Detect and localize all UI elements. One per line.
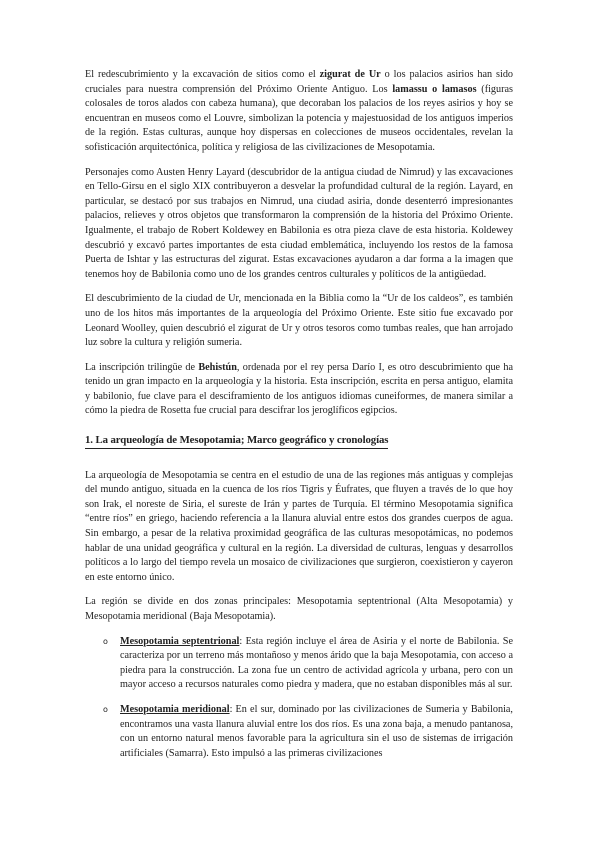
paragraph-regions: La región se divide en dos zonas principales: Mesopotamia septentrional (Alta Mesopotamia) y Mesopotamia meridional (Baja Mesopotamia). bbox=[85, 596, 513, 622]
paragraph-layard: Personajes como Austen Henry Layard (descubridor de la antigua ciudad de Nimrud) y las excavaciones en Tello-Girsu en el siglo XIX contribuyeron a desvelar la profundidad cultural de la región. Layard, en particular, se destacó por sus trabajos en Nimrud, una ciudad asiria, donde desenterró impresionantes palacios, relieves y otros objetos que transformaron la comprensión de la historia del Próximo Oriente. Igualmente, el trabajo de Robert Koldewey en Babilonia es otra pieza clave de esta historia. Koldewey descubrió y excavó partes importantes de esta ciudad emblemática, incluyendo los restos de la famosa Puerta de Ishtar y las estructuras del zigurat. Estas excavaciones ayudaron a dar forma a la imagen que tenemos hoy de Babilonia como uno de los grandes centros culturales y políticos de la antigüedad. bbox=[85, 166, 513, 280]
text-run: La inscripción trilingüe de bbox=[85, 361, 199, 373]
paragraph-intro bbox=[85, 68, 513, 156]
regions-list bbox=[85, 635, 513, 762]
term-lamassu: lamassu o lamasos bbox=[392, 83, 477, 95]
text-run: , ordenada por el rey persa Darío I, es otro descubrimiento que ha tenido un gran impacto en la arqueología y la historia. Esta inscripción, escrita en persa antiguo, elamita y babilonio, fue clave para el desciframiento de los antiguos idiomas cuneiformes, de manera similar a cómo la piedra de Rosetta fue crucial para descifrar los jeroglíficos egipcios. bbox=[85, 361, 513, 417]
text-run: El redescubrimiento y la excavación de sitios como el bbox=[85, 69, 320, 80]
document-page bbox=[85, 68, 513, 771]
list-item bbox=[103, 703, 513, 761]
term-south: Mesopotamia meridional bbox=[120, 703, 230, 715]
list-item bbox=[103, 635, 513, 693]
list-item-text: : Esta región incluye el área de Asiria y el norte de Babilonia. Se caracteriza por un terreno más montañoso y menos árido que la baja Mesopotamia, con acceso a piedra para la construcción. La zona fue un centro de actividad agrícola y urbana, pero con un mayor acceso a recursos naturales como piedra y madera, que no estaban disponibles más al sur. bbox=[120, 635, 513, 691]
section-heading: 1. La arqueología de Mesopotamia; Marco geográfico y cronologías bbox=[85, 433, 388, 449]
text-run: (figuras colosales de toros alados con cabeza humana), que decoraban los palacios de los reyes asirios y hoy se encuentran en museos como el Louvre, simbolizan la potencia y majestuosidad de los antiguos imperios de la región. Estas culturas, aunque hoy dispersas en colecciones de museos occidentales, revelan la sofisticación arquitectónica, política y religiosa de las civilizaciones de Mesopotamia. bbox=[85, 83, 513, 153]
bullet-icon: o bbox=[103, 636, 108, 646]
bullet-icon: o bbox=[103, 704, 108, 714]
paragraph-behistun bbox=[85, 361, 513, 419]
paragraph-ur: El descubrimiento de la ciudad de Ur, mencionada en la Biblia como la “Ur de los caldeos”, es también uno de los hitos más importantes de la arqueología del Próximo Oriente. Este sitio fue excavado por Leonard Woolley, quien descubrió el zigurat de Ur y otros tesoros como tumbas reales, que han arrojado luz sobre la cultura y religión sumeria. bbox=[85, 293, 513, 349]
text-run: o los palacios asirios han sido cruciales para nuestra comprensión del Próximo Oriente Antiguo. Los bbox=[85, 69, 514, 95]
term-behistun: Behistún bbox=[198, 361, 237, 373]
term-zigurat-de-ur: zigurat de Ur bbox=[319, 69, 381, 80]
paragraph-mesopotamia-intro: La arqueología de Mesopotamia se centra en el estudio de una de las regiones más antiguas y complejas del mundo antiguo, situada en la cuenca de los ríos Tigris y Éufrates, que fluyen a través de lo que hoy son Irak, el noreste de Siria, el sureste de Irán y partes de Turquía. El término Mesopotamia significa “entre ríos” en griego, haciendo referencia a la llanura aluvial entre estos dos grandes cuerpos de agua. Sin embargo, a pesar de la relativa proximidad geográfica de las culturas mesopotámicas, no podemos hablar de una unidad geográfica y cultural en la región. La diversidad de culturas, lenguas y desarrollos políticos a lo largo del tiempo revela un mosaico de civilizaciones que surgieron, coexistieron y cayeron en este entorno único. bbox=[85, 469, 513, 583]
list-item-text: : En el sur, dominado por las civilizaciones de Sumeria y Babilonia, encontramos una vasta llanura aluvial entre los dos ríos. Es una zona baja, a menudo pantanosa, con un entorno natural menos favorable para la agricultura sin el uso de sistemas de irrigación artificiales (Samarra). Esto impulsó a las primeras civilizaciones bbox=[120, 703, 513, 759]
section-heading-container bbox=[85, 429, 513, 459]
term-north: Mesopotamia septentrional bbox=[120, 635, 240, 647]
